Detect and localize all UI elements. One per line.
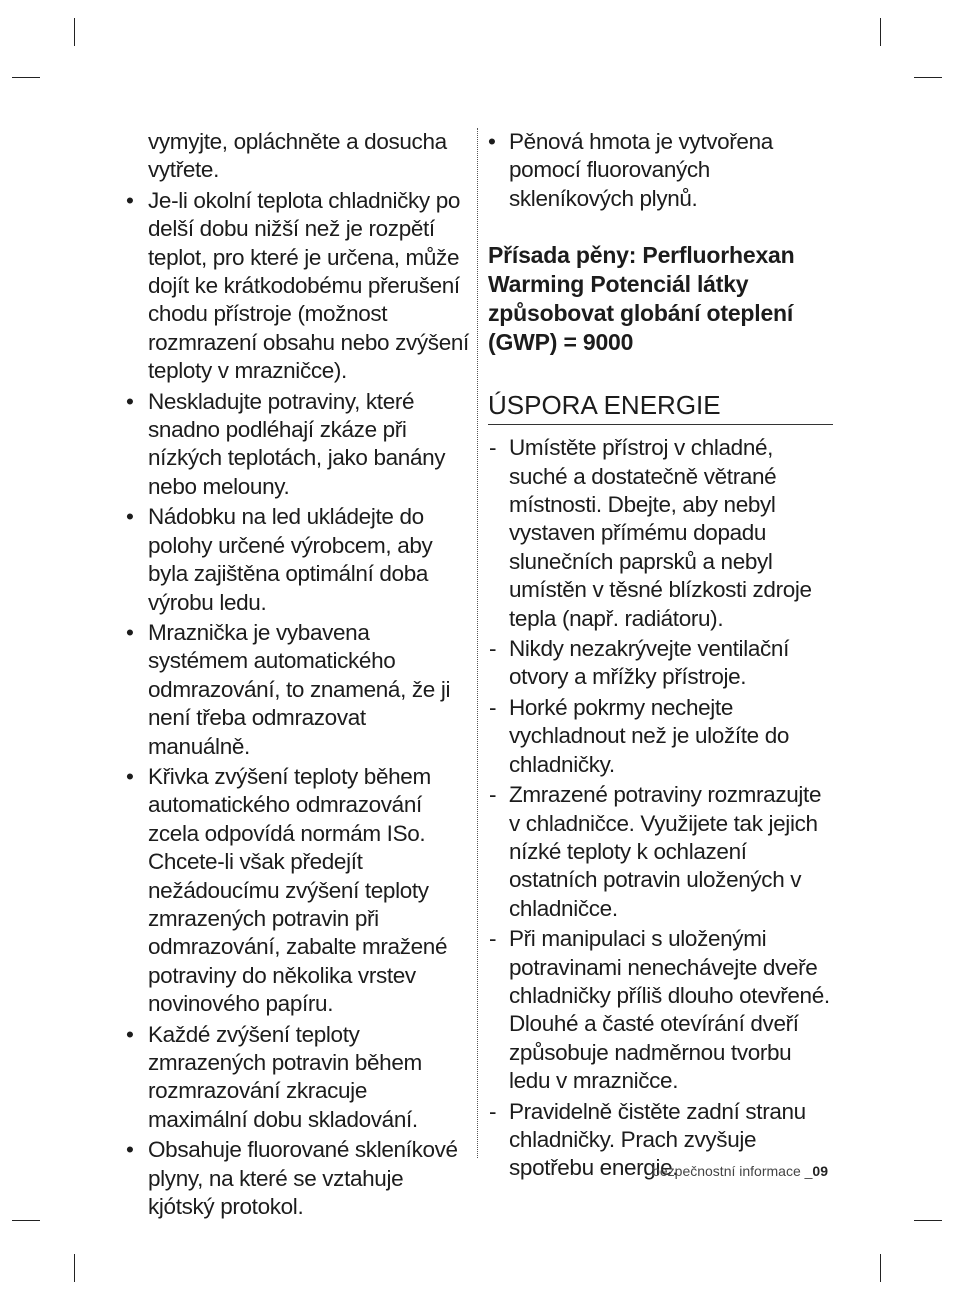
- list-item: [118, 619, 470, 761]
- list-item: [118, 763, 470, 1019]
- bullet-marker: •: [488, 129, 496, 154]
- page-footer: [560, 1163, 828, 1179]
- bullet-marker: •: [126, 187, 134, 213]
- list-item-text: Nikdy nezakrývejte ventilační otvory a mřížky přístroje.: [509, 636, 789, 690]
- list-item-text: Umístěte přístroj v chladné, suché a dostatečně větrané místnosti. Dbejte, aby nebyl vystaven přímému dopadu slunečních paprsků a nebyl umístěn v těsné blízkosti zdroje tepla (např. radiátoru).: [509, 435, 812, 631]
- list-item: [488, 925, 833, 1095]
- page-number: 09: [812, 1163, 828, 1179]
- list-item: [488, 434, 833, 633]
- right-column: [488, 128, 833, 1185]
- list-item-text: Každé zvýšení teploty zmrazených potravin během rozmrazování zkracuje maximální dobu skladování.: [148, 1021, 422, 1132]
- dash-marker: -: [489, 926, 497, 952]
- crop-mark: [74, 18, 75, 46]
- section-heading: ÚSPORA ENERGIE: [488, 390, 833, 425]
- list-item: [488, 635, 833, 692]
- list-item: [118, 187, 470, 386]
- list-item: [118, 503, 470, 617]
- crop-mark: [880, 1254, 881, 1282]
- bullet-marker: •: [126, 619, 134, 645]
- list-item-text: Zmrazené potraviny rozmrazujte v chladničce. Využijete tak jejich nízké teploty k ochlazení ostatních potravin uložených v chladničce.: [509, 782, 822, 921]
- bullet-marker: •: [126, 1021, 134, 1047]
- list-item-text: Neskladujte potraviny, které snadno podléhají zkáze při nízkých teplotách, jako banány nebo melouny.: [148, 388, 446, 499]
- list-item-text: Horké pokrmy nechejte vychladnout než je uložíte do chladničky.: [509, 694, 790, 777]
- footer-section-label: bezpečnostní informace _: [652, 1163, 813, 1179]
- list-item-text: Nádobku na led ukládejte do polohy určené výrobcem, aby byla zajištěna optimální doba výrobu ledu.: [148, 504, 433, 615]
- dash-marker: -: [489, 694, 497, 720]
- list-item: [488, 128, 833, 213]
- list-item: [118, 1021, 470, 1135]
- crop-mark: [12, 1220, 40, 1221]
- list-item-text: Pěnová hmota je vytvořena pomocí fluorovaných skleníkových plynů.: [509, 129, 773, 211]
- bullet-marker: •: [126, 1137, 134, 1163]
- crop-mark: [914, 77, 942, 78]
- right-bullet-list: [488, 128, 833, 213]
- dash-marker: -: [489, 636, 497, 662]
- continuation-text: vymyjte, opláchněte a dosucha vytřete.: [148, 129, 447, 183]
- list-item-text: Křivka zvýšení teploty během automatického odmrazování zcela odpovídá normám ISo. Chcete-li však předejít nežádoucímu zvýšení teploty zmrazených potravin při odmrazování, zabalte mražené potraviny do několika vrstev novinového papíru.: [148, 763, 448, 1017]
- energy-saving-list: [488, 434, 833, 1183]
- list-item-text: Při manipulaci s uloženými potravinami nenechávejte dveře chladničky příliš dlouho otevřené. Dlouhé a časté otevírání dveří způsobuje nadměrnou tvorbu ledu v mrazničce.: [509, 926, 830, 1094]
- list-item-text: Je-li okolní teplota chladničky po delší dobu nižší než je rozpětí teplot, pro které je určena, může dojít ke krátkodobému přerušení chodu přístroje (možnost rozmrazení obsahu nebo zvýšení teploty v mrazničce).: [148, 187, 469, 384]
- crop-mark: [914, 1220, 942, 1221]
- list-item: [118, 388, 470, 502]
- list-item-text: Mraznička je vybavena systémem automatického odmrazování, to znamená, že ji není třeba odmrazovat manuálně.: [148, 619, 451, 759]
- crop-mark: [12, 77, 40, 78]
- column-divider: [477, 128, 478, 1158]
- dash-marker: -: [489, 782, 497, 808]
- foam-agent-note: Přísada pěny: Perfluorhexan Warming Potenciál látky způsobovat globání oteplení (GWP) = 9000: [488, 242, 795, 356]
- left-bullet-list: [118, 187, 470, 1222]
- dash-marker: -: [489, 1098, 497, 1124]
- list-item: [118, 1136, 470, 1221]
- crop-mark: [880, 18, 881, 46]
- list-item: [488, 781, 833, 923]
- bullet-marker: •: [126, 763, 134, 789]
- crop-mark: [74, 1254, 75, 1282]
- dash-marker: -: [489, 435, 497, 461]
- list-item-text: Pravidelně čistěte zadní stranu chladničky. Prach zvyšuje spotřebu energie.: [509, 1098, 806, 1181]
- bullet-marker: •: [126, 504, 134, 530]
- bullet-marker: •: [126, 388, 134, 414]
- left-column: [118, 128, 470, 1223]
- list-item-text: Obsahuje fluorované skleníkové plyny, na které se vztahuje kjótský protokol.: [148, 1137, 458, 1220]
- list-item: [488, 694, 833, 779]
